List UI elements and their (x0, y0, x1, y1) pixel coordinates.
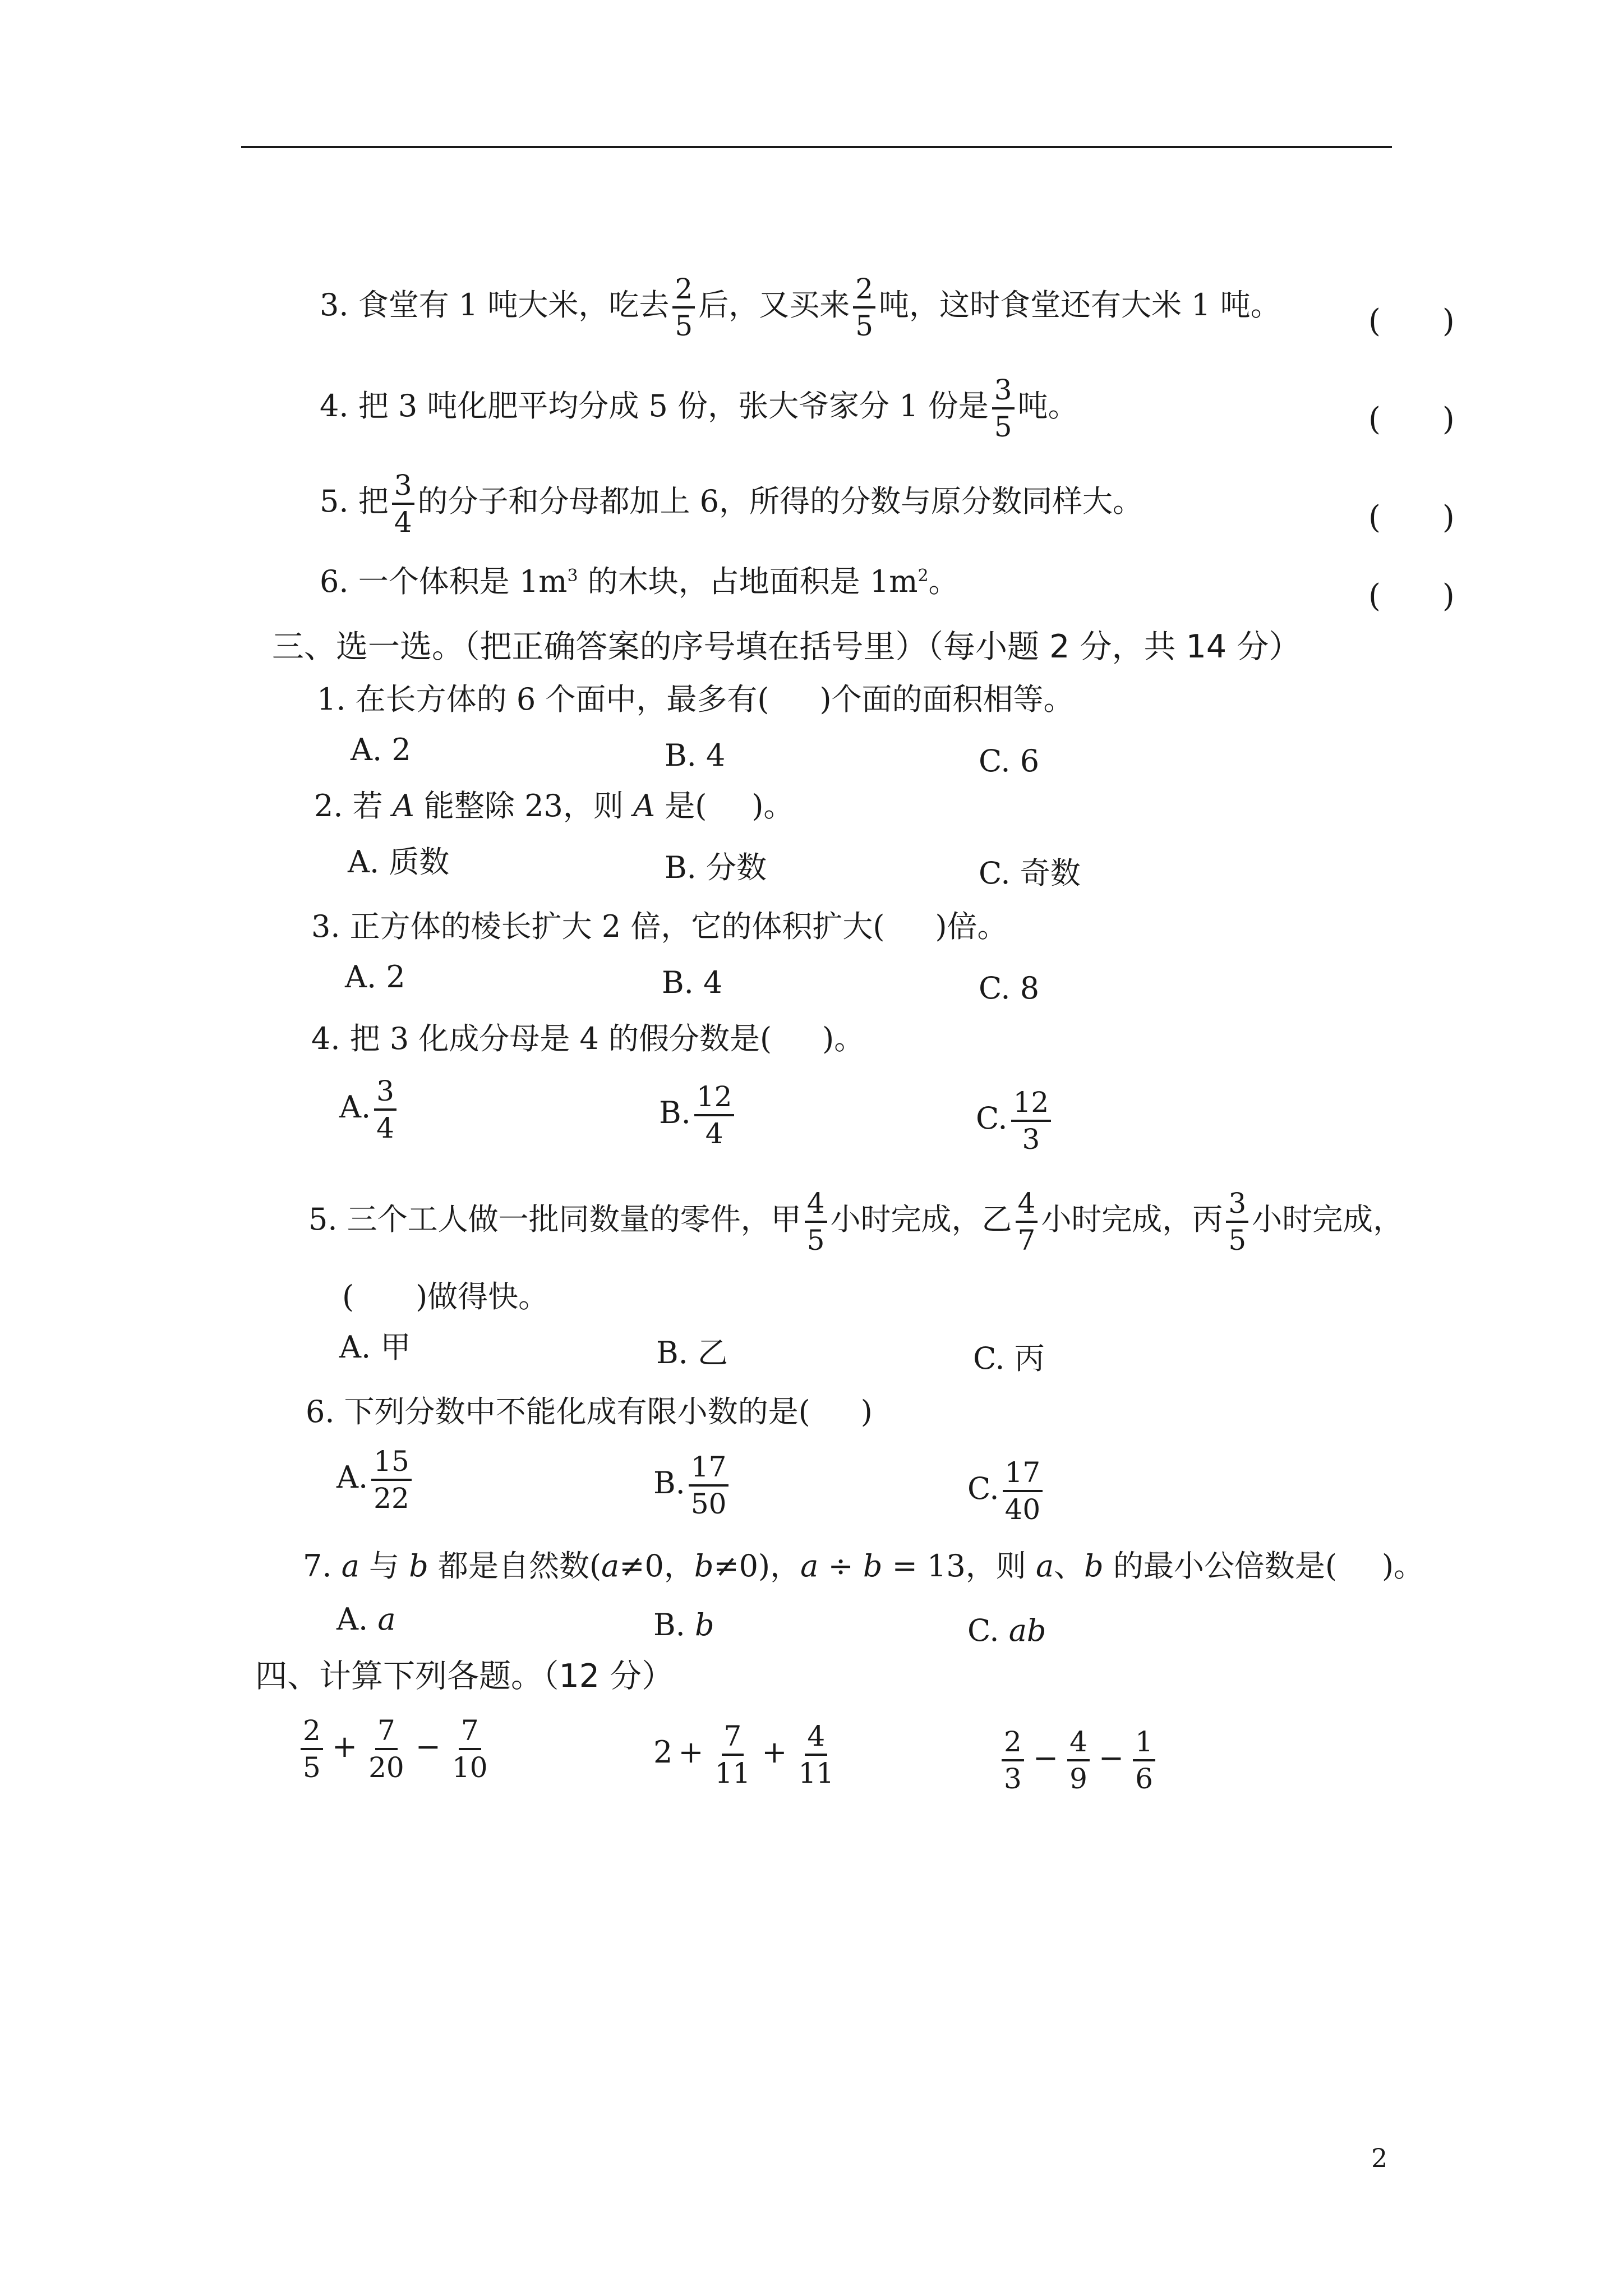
option-b[interactable]: B. $\frac{12}{4}$ (659, 1083, 737, 1148)
header-rule (241, 146, 1392, 148)
section-4-title: 四、计算下列各题。（12 分） (255, 1658, 674, 1695)
calc-expression-3: $\frac{2}{3}$ − $\frac{4}{9}$ − $\frac{1}{6}$ (998, 1728, 1159, 1793)
option-a[interactable]: A. $\frac{15}{22}$ (336, 1447, 415, 1512)
fraction: $\frac{2}{5}$ (301, 1717, 323, 1782)
answer-blank[interactable]: ( ) (1368, 401, 1455, 438)
choice-question-3: 3. 正方体的棱长扩大 2 倍，它的体积扩大( )倍。 (311, 909, 1008, 944)
option-a[interactable]: A. 2 (351, 732, 411, 767)
fraction: $\frac{3}{4}$ (374, 1077, 396, 1142)
fraction: $\frac{3}{5}$ (992, 376, 1015, 441)
fraction: $\frac{4}{5}$ (805, 1189, 827, 1254)
option-c[interactable]: C. $\frac{17}{40}$ (967, 1458, 1046, 1524)
option-b[interactable]: B. 4 (662, 965, 723, 1000)
fraction: $\frac{12}{4}$ (694, 1083, 735, 1148)
fraction: $\frac{12}{3}$ (1011, 1088, 1052, 1153)
fraction: $\frac{4}{7}$ (1016, 1189, 1038, 1254)
option-c[interactable]: C. 6 (979, 743, 1040, 779)
option-c[interactable]: C. $\frac{12}{3}$ (976, 1088, 1054, 1153)
option-c[interactable]: C. ab (967, 1613, 1046, 1648)
calc-expression-2: 2 + $\frac{7}{11}$ + $\frac{4}{11}$ (653, 1722, 840, 1787)
judge-item-6: 6. 一个体积是 $1m^3$ 的木块，占地面积是 $1m^2$。 (320, 564, 959, 599)
option-c[interactable]: C. 8 (979, 970, 1040, 1006)
section-3-title: 三、选一选。（把正确答案的序号填在括号里）（每小题 2 分，共 14 分） (272, 628, 1301, 665)
choice-question-1: 1. 在长方体的 6 个面中，最多有( )个面的面积相等。 (317, 682, 1074, 717)
option-a[interactable]: A. a (336, 1602, 396, 1637)
judge-item-3: 3. 食堂有 1 吨大米，吃去 $\frac{2}{5}$ 后，又买来 $\frac{2}{5}$ 吨，这时食堂还有大米 1 吨。 (320, 273, 1281, 342)
page-number: 2 (1371, 2143, 1388, 2173)
judge-item-5: 5. 把 $\frac{3}{4}$ 的分子和分母都加上 6，所得的分数与原分数同样大。 (320, 469, 1144, 539)
fraction: $\frac{4}{11}$ (798, 1720, 834, 1789)
answer-blank[interactable]: ( ) (1368, 303, 1455, 339)
fraction: $\frac{3}{5}$ (1226, 1189, 1248, 1254)
choice-question-5: 5. 三个工人做一批同数量的零件，甲 $\frac{4}{5}$ 小时完成，乙 $\frac{4}{7}$ 小时完成，丙 $\frac{3}{5}$ 小时完成， (308, 1187, 1404, 1257)
fraction: $\frac{2}{5}$ (853, 275, 875, 340)
option-a[interactable]: A. 甲 (339, 1329, 411, 1365)
option-c[interactable]: C. 奇数 (979, 855, 1081, 891)
option-b[interactable]: B. b (653, 1607, 714, 1642)
fraction: $\frac{1}{6}$ (1133, 1728, 1155, 1793)
option-a[interactable]: A. 质数 (348, 844, 450, 880)
fraction: $\frac{4}{9}$ (1067, 1728, 1090, 1793)
option-c[interactable]: C. 丙 (973, 1341, 1045, 1376)
option-a[interactable]: A. 2 (345, 959, 405, 995)
fraction: $\frac{17}{50}$ (689, 1453, 729, 1518)
fraction: $\frac{2}{5}$ (672, 275, 695, 340)
fraction: $\frac{2}{3}$ (1002, 1728, 1024, 1793)
calc-expression-1: $\frac{2}{5}$ + $\frac{7}{20}$ − $\frac{7}{10}$ (297, 1717, 494, 1782)
answer-blank[interactable]: ( ) (1368, 578, 1455, 614)
option-a[interactable]: A. $\frac{3}{4}$ (339, 1077, 400, 1142)
fraction: $\frac{7}{20}$ (368, 1714, 404, 1784)
option-b[interactable]: B. 乙 (656, 1335, 728, 1370)
choice-question-2: 2. 若 A 能整除 23，则 A 是( )。 (314, 788, 794, 823)
option-b[interactable]: B. 4 (665, 738, 726, 773)
choice-question-7: 7. a 与 b 都是自然数(a≠0，b≠0)，a ÷ b = 13，则 a、b 的最小公倍数是( )。 (303, 1548, 1424, 1584)
fraction: $\frac{17}{40}$ (1003, 1458, 1043, 1524)
answer-blank[interactable]: ( ) (1368, 499, 1455, 536)
option-b[interactable]: B. 分数 (665, 850, 767, 885)
choice-question-6: 6. 下列分数中不能化成有限小数的是( ) (306, 1394, 873, 1429)
fraction: $\frac{7}{11}$ (714, 1720, 751, 1789)
fraction: $\frac{15}{22}$ (371, 1447, 412, 1512)
judge-item-4: 4. 把 3 吨化肥平均分成 5 份，张大爷家分 1 份是 $\frac{3}{5}$ 吨。 (320, 374, 1078, 443)
choice-question-4: 4. 把 3 化成分母是 4 的假分数是( )。 (311, 1021, 865, 1056)
option-b[interactable]: B. $\frac{17}{50}$ (653, 1453, 732, 1518)
fraction: $\frac{3}{4}$ (392, 471, 414, 536)
fraction: $\frac{7}{10}$ (451, 1714, 488, 1784)
choice-question-5-line2: ( )做得快。 (342, 1279, 549, 1314)
